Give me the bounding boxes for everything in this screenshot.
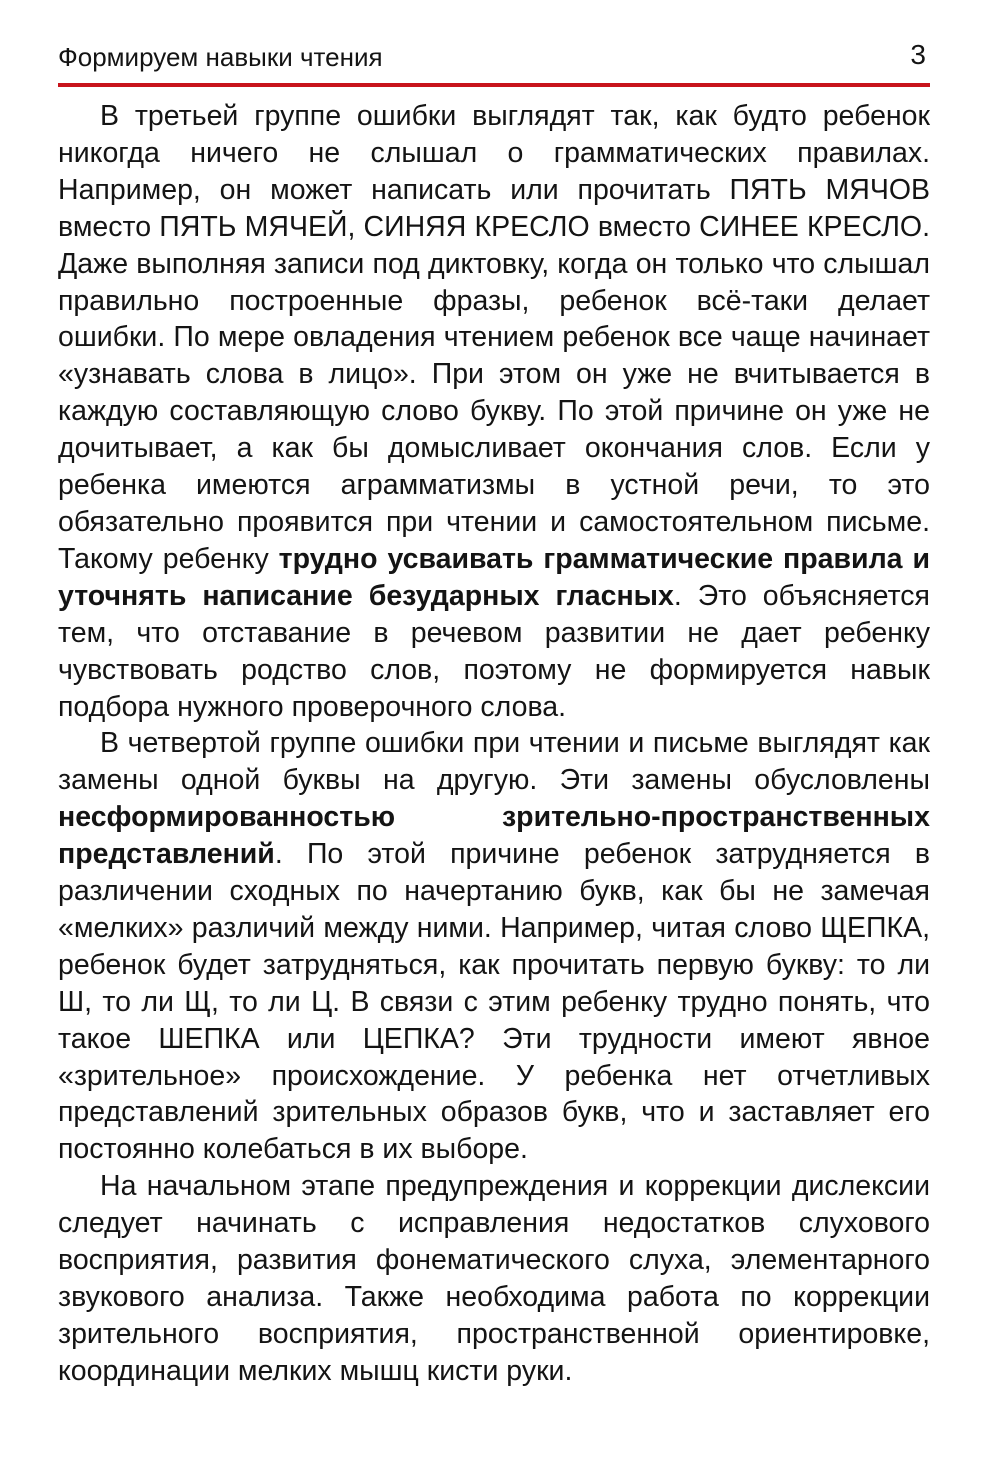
paragraph-text: В четвертой группе ошибки при чтении и письме выглядят как замены одной буквы на другую. Эти замены обусловлены [58, 727, 930, 797]
body-text [58, 98, 930, 1390]
page-number: 3 [910, 39, 926, 70]
bold-phrase: трудно усваивать грамматические правила и уточнять написание безударных гласных [58, 542, 930, 612]
header-rule [58, 83, 930, 87]
running-title: Формируем навыки чтения [58, 42, 383, 72]
paragraph-text: . По этой причине ребенок затрудняется в различении сходных по начертанию букв, как бы не замечая «мелких» различий между ними. Например, читая слово ЩЕПКА, ребенок будет затрудняться, как прочитать первую букву: то ли Ш, то ли Щ, то ли Ц. В связи с этим ребенку трудно понять, что такое ШЕПКА или ЦЕПКА? Эти трудности имеют явное «зрительное» происхождение. У ребенка нет отчетливых представлений зрительных образов букв, что и заставляет его постоянно колебаться в их выборе. [58, 838, 930, 1166]
paragraph-text: На начальном этапе предупреждения и коррекции дислексии следует начинать с исправления недостатков слухового восприятия, развития фонематического слуха, элементарного звукового анализа. Также необходима работа по коррекции зрительного восприятия, пространственной ориентировке, координации мелких мышц кисти руки. [58, 1170, 930, 1387]
bold-phrase: несформированностью зрительно-пространственных представлений [58, 801, 930, 871]
paragraph-correction [58, 1168, 930, 1389]
paragraph-text: В третьей группе ошибки выглядят так, как будто ребенок никогда ничего не слышал о грамматических правилах. Например, он может написать или прочитать ПЯТЬ МЯЧОВ вместо ПЯТЬ МЯЧЕЙ, СИНЯЯ КРЕСЛО вместо СИНЕЕ КРЕСЛО. Даже выполняя записи под диктовку, когда он только что слышал правильно построенные фразы, ребенок всё-таки делает ошибки. По мере овладения чтением ребенок все чаще начинает «узнавать слова в лицо». При этом он уже не вчитывается в каждую составляющую слово букву. По этой причине он уже не дочитывает, а как бы домысливает окончания слов. Если у ребенка имеются аграмматизмы в устной речи, то это обязательно проявится при чтении и самостоятельном письме. Такому ребенку [58, 100, 930, 575]
running-header [58, 34, 930, 78]
paragraph-third-group [58, 98, 930, 725]
paragraph-text: . Это объясняется тем, что отставание в речевом развитии не дает ребенку чувствовать родство слов, поэтому не формируется навык подбора нужного проверочного слова. [58, 579, 930, 723]
paragraph-fourth-group [58, 725, 930, 1168]
